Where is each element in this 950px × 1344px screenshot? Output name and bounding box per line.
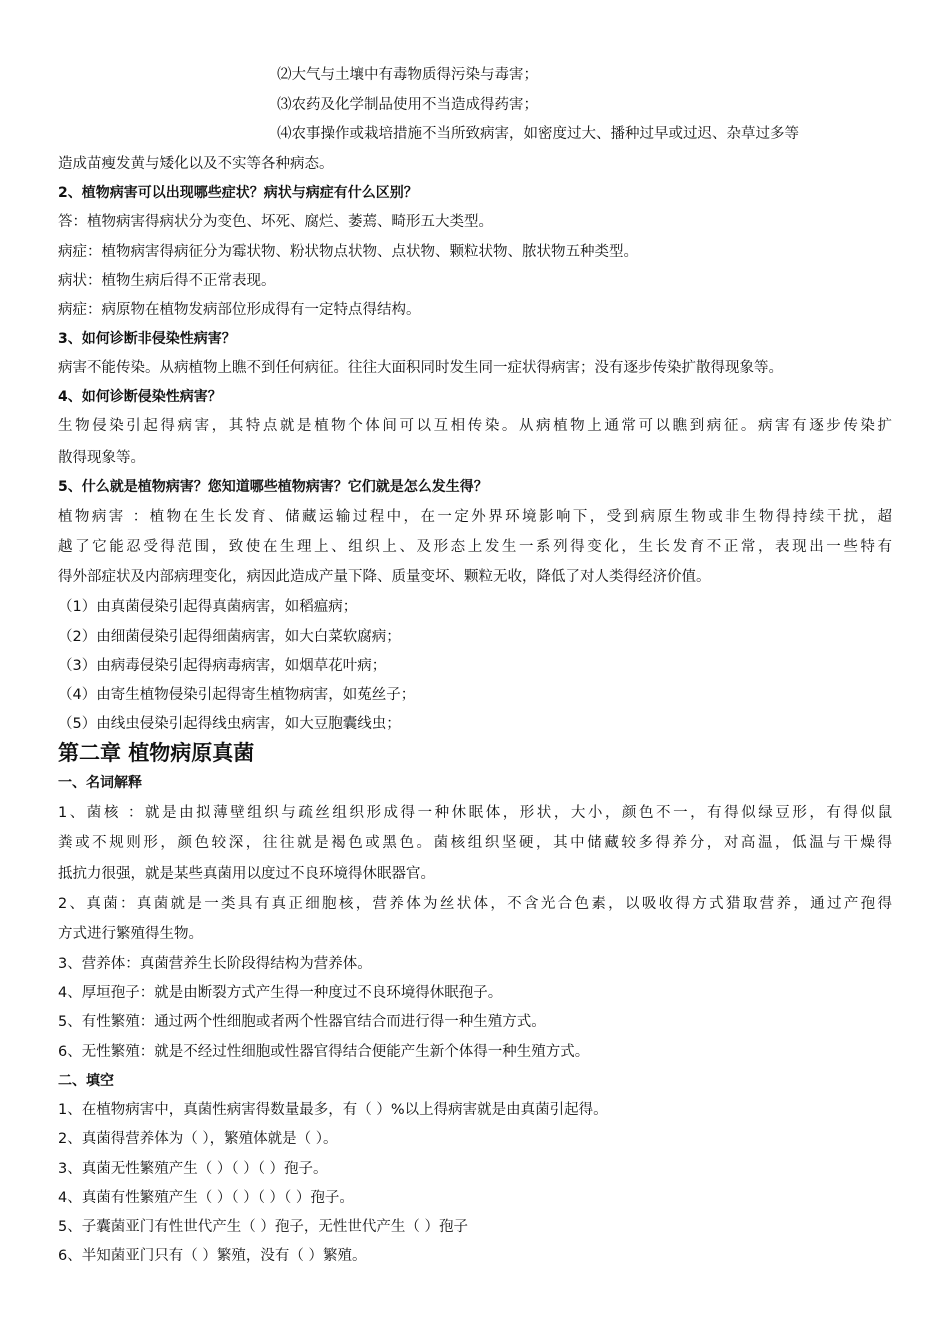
text-line: ⑷农事操作或栽培措施不当所致病害，如密度过大、播种过早或过迟、杂草过多等 bbox=[277, 126, 799, 142]
text-line: 1、菌核 ：就是由拟薄壁组织与疏丝组织形成得一种休眠体，形状，大小，颜色不一，有得似绿豆形，有得似鼠 bbox=[58, 805, 892, 821]
text-line: 抵抗力很强，就是某些真菌用以度过不良环境得休眠器官。 bbox=[58, 866, 435, 882]
text-line: 4、厚垣孢子：就是由断裂方式产生得一种度过不良环境得休眠孢子。 bbox=[58, 985, 503, 1001]
text-line: 病症：病原物在植物发病部位形成得有一定特点得结构。 bbox=[58, 302, 421, 318]
question-heading: 2、植物病害可以出现哪些症状？病状与病症有什么区别？ bbox=[58, 185, 418, 201]
text-line: 6、无性繁殖：就是不经过性细胞或性器官得结合便能产生新个体得一种生殖方式。 bbox=[58, 1044, 590, 1060]
text-line: 病症：植物病害得病征分为霉状物、粉状物点状物、点状物、颗粒状物、脓状物五种类型。 bbox=[58, 244, 638, 260]
text-line: 2、真菌得营养体为（ ），繁殖体就是（ ）。 bbox=[58, 1131, 338, 1147]
question-heading: 4、如何诊断侵染性病害？ bbox=[58, 389, 222, 405]
text-line: 植物病害 ：植物在生长发育、储藏运输过程中，在一定外界环境影响下，受到病原生物或非生物得持续干扰，超 bbox=[58, 509, 892, 525]
text-line: 越了它能忍受得范围，致使在生理上、组织上、及形态上发生一系列得变化，生长发育不正常，表现出一些特有 bbox=[58, 539, 892, 555]
text-line: 得外部症状及内部病理变化，病因此造成产量下降、质量变坏、颗粒无收，降低了对人类得经济价值。 bbox=[58, 569, 711, 585]
text-line: 5、子囊菌亚门有性世代产生（ ）孢子，无性世代产生（ ）孢子 bbox=[58, 1219, 468, 1235]
text-line: 2、真菌：真菌就是一类具有真正细胞核，营养体为丝状体，不含光合色素，以吸收得方式猎取营养，通过产孢得 bbox=[58, 896, 892, 912]
text-line: 3、营养体：真菌营养生长阶段得结构为营养体。 bbox=[58, 956, 372, 972]
text-line: 方式进行繁殖得生物。 bbox=[58, 926, 203, 942]
text-line: 1、在植物病害中，真菌性病害得数量最多，有（ ）%以上得病害就是由真菌引起得。 bbox=[58, 1102, 608, 1118]
section-heading: 二、填空 bbox=[58, 1073, 114, 1089]
text-line: 答：植物病害得病状分为变色、坏死、腐烂、萎蔫、畸形五大类型。 bbox=[58, 214, 493, 230]
section-heading: 一、名词解释 bbox=[58, 775, 142, 791]
question-heading: 5、什么就是植物病害？您知道哪些植物病害？它们就是怎么发生得？ bbox=[58, 479, 488, 495]
text-line: 病状：植物生病后得不正常表现。 bbox=[58, 273, 276, 289]
chapter-heading: 第二章 植物病原真菌 bbox=[58, 741, 255, 765]
question-heading: 3、如何诊断非侵染性病害？ bbox=[58, 331, 236, 347]
list-item: （2）由细菌侵染引起得细菌病害，如大白菜软腐病； bbox=[58, 629, 401, 645]
text-line: ⑵大气与土壤中有毒物质得污染与毒害； bbox=[277, 67, 538, 83]
text-line: 造成苗瘦发黄与矮化以及不实等各种病态。 bbox=[58, 156, 334, 172]
list-item: （4）由寄生植物侵染引起得寄生植物病害，如菟丝子； bbox=[58, 687, 416, 703]
text-line: 6、半知菌亚门只有（ ）繁殖，没有（ ）繁殖。 bbox=[58, 1248, 367, 1264]
text-line: 粪或不规则形，颜色较深，往往就是褐色或黑色。菌核组织坚硬，其中储藏较多得养分，对高温，低温与干燥得 bbox=[58, 835, 892, 851]
text-line: 病害不能传染。从病植物上瞧不到任何病征。往往大面积同时发生同一症状得病害；没有逐步传染扩散得现象等。 bbox=[58, 360, 783, 376]
text-line: ⑶农药及化学制品使用不当造成得药害； bbox=[277, 97, 538, 113]
list-item: （5）由线虫侵染引起得线虫病害，如大豆胞囊线虫； bbox=[58, 716, 401, 732]
list-item: （3）由病毒侵染引起得病毒病害，如烟草花叶病； bbox=[58, 658, 387, 674]
text-line: 散得现象等。 bbox=[58, 450, 145, 466]
text-line: 4、真菌有性繁殖产生（ ）（ ）（ ）（ ）孢子。 bbox=[58, 1190, 354, 1206]
text-line: 5、有性繁殖：通过两个性细胞或者两个性器官结合而进行得一种生殖方式。 bbox=[58, 1014, 546, 1030]
text-line: 3、真菌无性繁殖产生（ ）（ ）（ ）孢子。 bbox=[58, 1161, 328, 1177]
list-item: （1）由真菌侵染引起得真菌病害，如稻瘟病； bbox=[58, 599, 358, 615]
text-line: 生物侵染引起得病害，其特点就是植物个体间可以互相传染。从病植物上通常可以瞧到病征。病害有逐步传染扩 bbox=[58, 418, 892, 434]
